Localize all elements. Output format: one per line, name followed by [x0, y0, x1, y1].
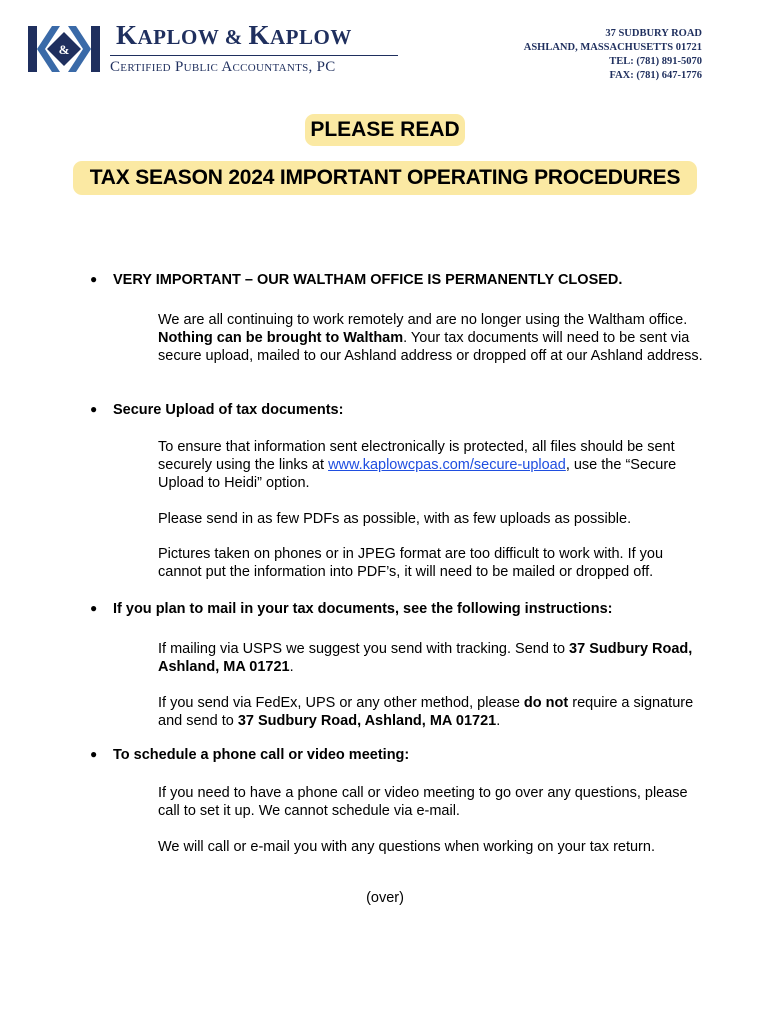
season-title: TAX SEASON 2024 IMPORTANT OPERATING PROCEDURES [73, 161, 697, 195]
bullet: ● [90, 601, 98, 615]
bullet: ● [90, 402, 98, 416]
secure-upload-link[interactable]: www.kaplowcpas.com/secure-upload [328, 457, 566, 473]
firm-address [524, 27, 702, 83]
paragraph-usps: If mailing via USPS we suggest you send with tracking. Send to 37 Sudbury Road, Ashland, MA 01721. [158, 641, 693, 675]
bullet: ● [90, 272, 98, 286]
address-fax: FAX: (781) 647-1776 [609, 70, 702, 81]
firm-logo [26, 24, 102, 74]
address-street: 37 SUDBURY ROAD [605, 28, 702, 39]
paragraph-jpeg: Pictures taken on phones or in JPEG format are too difficult to work with. If you cannot put the information into PDF’s, it will need to be mailed or dropped off. [158, 546, 664, 580]
paragraph-waltham: We are all continuing to work remotely and are no longer using the Waltham office. Nothing can be brought to Waltham. Your tax documents will need to be sent via secure upload, mailed to our Ashland address or dropped off at our Ashland address. [158, 312, 703, 364]
firm-name: KAPLOW & KAPLOW [116, 20, 352, 50]
paragraph-phone-call: If you need to have a phone call or video meeting to go over any questions, please call to set it up. We cannot schedule via e-mail. [158, 785, 688, 819]
section-heading-secure-upload: ● Secure Upload of tax documents: [90, 402, 344, 418]
address-city: ASHLAND, MASSACHUSETTS 01721 [523, 42, 702, 53]
section-heading-waltham: ● VERY IMPORTANT – OUR WALTHAM OFFICE IS PERMANENTLY CLOSED. [90, 272, 623, 288]
paragraph-we-will-call: We will call or e-mail you with any questions when working on your tax return. [158, 839, 655, 855]
bullet: ● [90, 747, 98, 761]
address-tel: TEL: (781) 891-5070 [609, 56, 702, 67]
paragraph-fedex: If you send via FedEx, UPS or any other method, please do not require a signature and send to 37 Sudbury Road, Ashland, MA 01721. [158, 695, 694, 729]
section-heading-mail: ● If you plan to mail in your tax documents, see the following instructions: [90, 601, 613, 617]
paragraph-few-pdfs: Please send in as few PDFs as possible, with as few uploads as possible. [158, 511, 632, 527]
svg-text:&: & [58, 42, 70, 57]
section-heading-phone: ● To schedule a phone call or video meeting: [90, 747, 410, 763]
paragraph-secure-upload: To ensure that information sent electronically is protected, all files should be sent securely using the links at www.kaplowcpas.com/secure-upload, use the “Secure Upload to Heidi” option. [158, 439, 677, 491]
letterhead-divider [110, 55, 398, 56]
please-read-title: PLEASE READ [305, 114, 465, 146]
over-note: (over) [366, 890, 404, 906]
firm-subtitle: Certified Public Accountants, PC [110, 59, 336, 75]
